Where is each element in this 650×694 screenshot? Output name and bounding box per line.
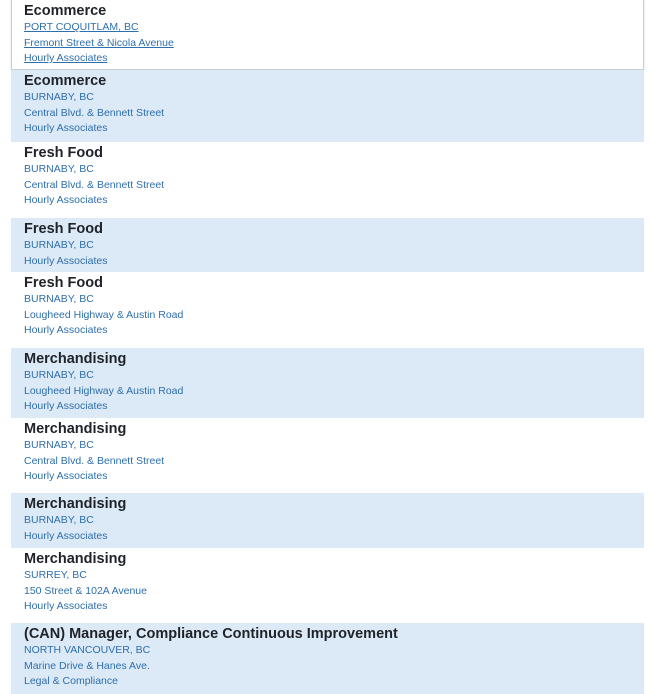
job-title[interactable]: Fresh Food	[24, 145, 103, 161]
job-location: BURNABY, BC	[24, 163, 94, 175]
job-item[interactable]	[11, 348, 644, 418]
job-location: BURNABY, BC	[24, 369, 94, 381]
job-category: Hourly Associates	[24, 122, 108, 134]
job-location: SURREY, BC	[24, 569, 87, 581]
job-location: NORTH VANCOUVER, BC	[24, 644, 151, 656]
job-category: Hourly Associates	[24, 324, 108, 336]
job-title[interactable]: (CAN) Manager, Compliance Continuous Improvement	[24, 626, 398, 642]
job-address: Marine Drive & Hanes Ave.	[24, 659, 150, 672]
job-category: Hourly Associates	[24, 600, 108, 612]
job-category: Hourly Associates	[24, 470, 108, 482]
job-item[interactable]	[11, 548, 644, 623]
job-results-list	[11, 0, 644, 694]
job-category: Hourly Associates	[24, 400, 108, 412]
job-item[interactable]	[11, 0, 644, 70]
job-category: Hourly Associates	[24, 254, 108, 267]
job-title[interactable]: Merchandising	[24, 421, 127, 437]
job-address: Lougheed Highway & Austin Road	[24, 308, 184, 321]
job-address: Central Blvd. & Bennett Street	[24, 178, 165, 191]
job-item[interactable]	[11, 418, 644, 493]
job-category: Hourly Associates	[24, 52, 108, 64]
job-address: Central Blvd. & Bennett Street	[24, 106, 165, 119]
job-location: BURNABY, BC	[24, 514, 94, 526]
job-item[interactable]	[11, 493, 644, 548]
job-category: Hourly Associates	[24, 529, 108, 542]
job-address: Central Blvd. & Bennett Street	[24, 454, 165, 467]
job-address: 150 Street & 102A Avenue	[24, 584, 147, 597]
job-item[interactable]	[11, 70, 644, 142]
job-title[interactable]: Ecommerce	[24, 3, 107, 19]
job-category: Hourly Associates	[24, 194, 108, 206]
job-title[interactable]: Ecommerce	[24, 73, 107, 89]
job-item[interactable]	[11, 623, 644, 694]
job-title[interactable]: Merchandising	[24, 551, 127, 567]
job-title[interactable]: Merchandising	[24, 496, 127, 512]
job-title[interactable]: Fresh Food	[24, 221, 103, 237]
job-location: BURNABY, BC	[24, 293, 94, 305]
job-location: BURNABY, BC	[24, 239, 94, 251]
job-address: Lougheed Highway & Austin Road	[24, 384, 184, 397]
job-title[interactable]: Fresh Food	[24, 275, 103, 291]
job-location: PORT COQUITLAM, BC	[24, 21, 139, 33]
job-location: BURNABY, BC	[24, 91, 94, 103]
job-item[interactable]	[11, 272, 644, 348]
job-address: Fremont Street & Nicola Avenue	[24, 36, 174, 49]
job-category: Legal & Compliance	[24, 675, 118, 687]
job-title[interactable]: Merchandising	[24, 351, 127, 367]
job-item[interactable]	[11, 218, 644, 272]
job-item[interactable]	[11, 142, 644, 218]
job-location: BURNABY, BC	[24, 439, 94, 451]
